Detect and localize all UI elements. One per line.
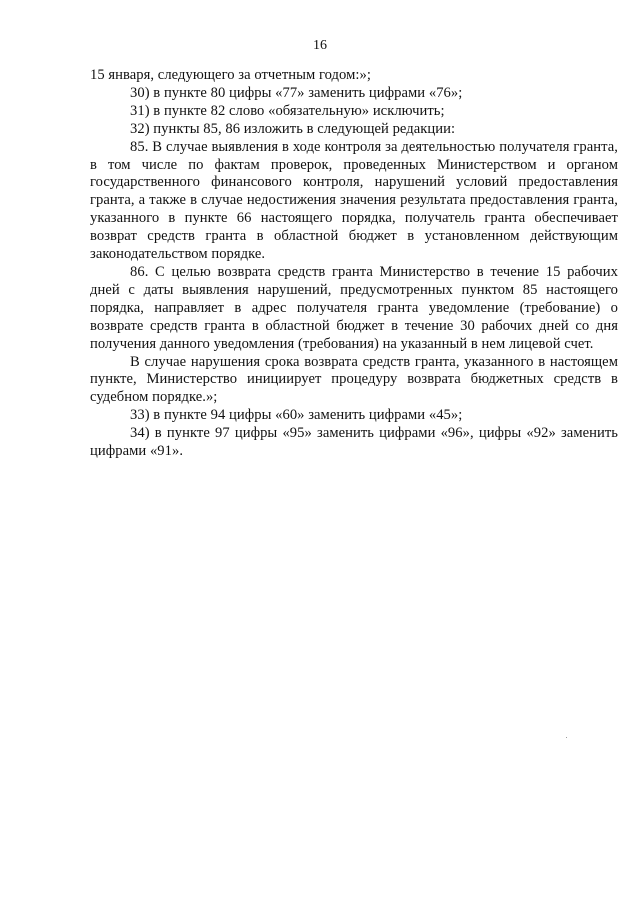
paragraph-item-34: 34) в пункте 97 цифры «95» заменить цифрами «96», цифры «92» заменить цифрами «91». bbox=[90, 425, 618, 460]
scan-speck bbox=[566, 737, 567, 738]
paragraph-item-31: 31) в пункте 82 слово «обязательную» исключить; bbox=[130, 102, 445, 119]
page-number: 16 bbox=[313, 38, 327, 53]
paragraph-item-30: 30) в пункте 80 цифры «77» заменить цифрами «76»; bbox=[130, 84, 463, 101]
document-body bbox=[90, 67, 618, 461]
paragraph-continuation: 15 января, следующего за отчетным годом:»; bbox=[90, 67, 371, 83]
paragraph-point-86: 86. С целью возврата средств гранта Министерство в течение 15 рабочих дней с даты выявления нарушений, предусмотренных пунктом 85 настоящего порядка, направляет в адрес получателя гранта уведомление (требование) о возврате средств гранта в областной бюджет в течение 30 рабочих дней со дня получения данного уведомления (требования) на указанный в нем лицевой счет. bbox=[90, 263, 618, 352]
paragraph-point-85: 85. В случае выявления в ходе контроля за деятельностью получателя гранта, в том числе по фактам проверок, проведенных Министерством и органом государственного финансового контроля, нарушений условий предоставления гранта, а также в случае недостижения значения результата предоставления гранта, указанного в пункте 66 настоящего порядка, получатель гранта обеспечивает возврат средств гранта в областной бюджет в установленном действующим законодательством порядке. bbox=[90, 138, 618, 263]
paragraph-item-32: 32) пункты 85, 86 изложить в следующей редакции: bbox=[130, 120, 456, 137]
paragraph-item-33: 33) в пункте 94 цифры «60» заменить цифрами «45»; bbox=[130, 407, 463, 424]
paragraph-point-86-continuation: В случае нарушения срока возврата средств гранта, указанного в настоящем пункте, Министерство инициирует процедуру возврата бюджетных средств в судебном порядке.»; bbox=[90, 353, 618, 406]
